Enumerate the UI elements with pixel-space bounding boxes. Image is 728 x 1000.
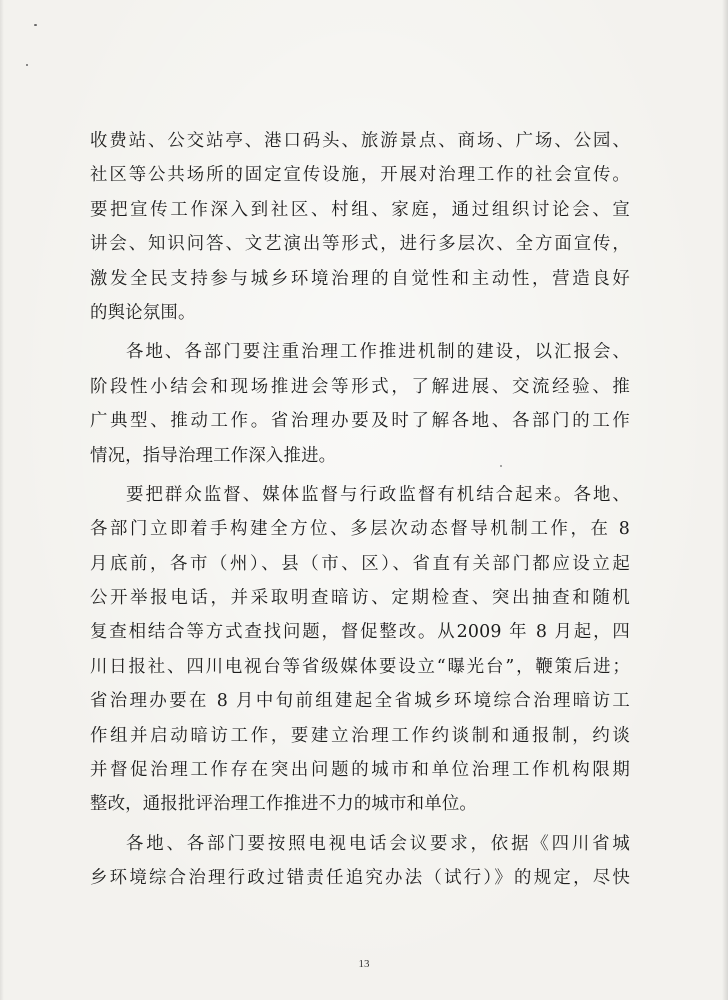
text-line: 广典型、推动工作。省治理办要及时了解各地、各部门的工作 bbox=[90, 411, 630, 432]
text-line: 收费站、公交站亭、港口码头、旅游景点、商场、广场、公园、 bbox=[90, 131, 630, 151]
text-line: 社区等公共场所的固定宣传设施，开展对治理工作的社会宣传。 bbox=[90, 165, 630, 186]
text-line: 的舆论氛围。 bbox=[90, 302, 196, 323]
text-line: 乡环境综合治理行政过错责任追究办法（试行）》的规定，尽快 bbox=[90, 868, 630, 889]
text-line: 月底前，各市（州）、县（市、区）、省直有关部门都应设立起 bbox=[90, 553, 630, 574]
page-number: 13 bbox=[358, 958, 370, 970]
text-line: 情况，指导治理工作深入推进。 bbox=[90, 445, 337, 466]
text-line: 整改，通报批评治理工作推进不力的城市和单位。 bbox=[90, 794, 477, 815]
text-line: 各地、各部门要注重治理工作推进机制的建设，以汇报会、 bbox=[126, 342, 630, 363]
text-line: 讲会、知识问答、文艺演出等形式，进行多层次、全方面宣传， bbox=[90, 234, 630, 255]
text-line: 公开举报电话，并采取明查暗访、定期检查、突出抽查和随机 bbox=[90, 588, 630, 609]
text-line: 作组并启动暗访工作，要建立治理工作约谈制和通报制，约谈 bbox=[90, 725, 630, 746]
scan-speck bbox=[34, 24, 37, 26]
text-line: 各地、各部门要按照电视电话会议要求，依据《四川省城 bbox=[126, 833, 630, 854]
text-line: 川日报社、四川电视台等省级媒体要设立“曝光台”，鞭策后进； bbox=[90, 656, 630, 677]
text-line: 要把群众监督、媒体监督与行政监督有机结合起来。各地、 bbox=[126, 484, 630, 505]
paragraph-4 bbox=[90, 827, 630, 896]
text-line: 激发全民支持参与城乡环境治理的自觉性和主动性，营造良好 bbox=[90, 268, 630, 289]
page-left-edge-shadow bbox=[0, 0, 4, 1000]
text-line: 要把宣传工作深入到社区、村组、家庭，通过组织讨论会、宣 bbox=[90, 199, 630, 220]
text-line: 并督促治理工作存在突出问题的城市和单位治理工作机构限期 bbox=[90, 760, 630, 781]
scan-speck bbox=[26, 64, 28, 66]
paragraph-3 bbox=[90, 478, 630, 822]
text-line: 省治理办要在 8 月中旬前组建起全省城乡环境综合治理暗访工 bbox=[90, 691, 630, 712]
page-right-edge-shadow bbox=[722, 0, 728, 1000]
paragraph-1 bbox=[90, 124, 630, 330]
paragraph-2 bbox=[90, 335, 630, 473]
text-line: 复查相结合等方式查找问题，督促整改。从2009 年 8 月起，四 bbox=[90, 622, 630, 643]
body-text bbox=[90, 124, 630, 896]
text-line: 阶段性小结会和现场推进会等形式，了解进展、交流经验、推 bbox=[90, 376, 630, 397]
text-line: 各部门立即着手构建全方位、多层次动态督导机制工作，在 8 bbox=[90, 519, 630, 540]
